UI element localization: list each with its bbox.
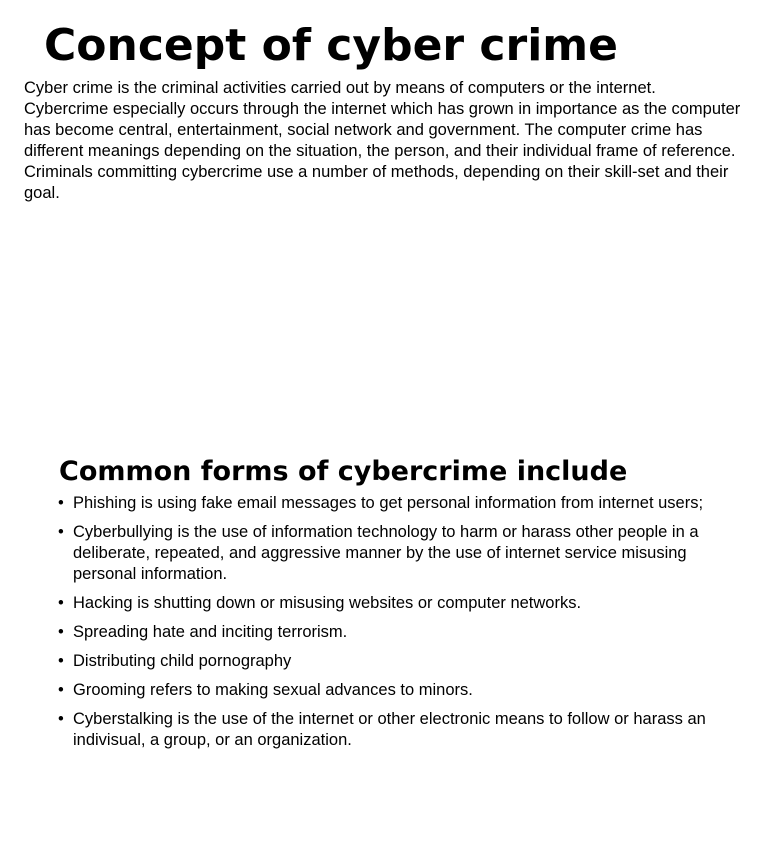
list-item-hacking [58,593,718,614]
list-item-text: Distributing child pornography [73,652,292,670]
list-item-grooming [58,680,718,701]
list-item-text: Cyberbullying is the use of information technology to harm or harass other people in a deliberate, repeated, and aggressive manner by the use of internet service misusing personal information. [73,523,699,583]
bullet-icon: • [58,523,64,541]
list-item-hate [58,622,718,643]
list-item-distribution [58,651,718,672]
bullet-icon: • [58,652,64,670]
list-item-text: Spreading hate and inciting terrorism. [73,623,348,641]
bullet-icon: • [58,710,64,728]
bullet-icon: • [58,623,64,641]
list-item-cyberstalking [58,709,718,751]
bullet-icon: • [58,494,64,512]
list-item-text: Hacking is shutting down or misusing websites or computer networks. [73,594,582,612]
bullet-icon: • [58,594,64,612]
section-heading: Common forms of cybercrime include [59,456,628,487]
page-title: Concept of cyber crime [44,20,618,71]
list-item-text: Grooming refers to making sexual advances to minors. [73,681,473,699]
bullet-icon: • [58,681,64,699]
list-item-text: Phishing is using fake email messages to get personal information from internet users; [73,494,704,512]
cybercrime-forms-list [58,493,718,759]
list-item-text: Cyberstalking is the use of the internet or other electronic means to follow or harass an indivisual, a group, or an organization. [73,710,706,749]
list-item-cyberbullying [58,522,718,585]
intro-paragraph: Cyber crime is the criminal activities carried out by means of computers or the internet. Cybercrime especially occurs through the internet which has grown in importance as the computer has become central, entertainment, social network and government. The computer crime has different meanings depending on the situation, the person, and their individual frame of reference. Criminals committing cybercrime use a number of methods, depending on their skill-set and their goal. [24,79,741,202]
list-item-phishing [58,493,718,514]
